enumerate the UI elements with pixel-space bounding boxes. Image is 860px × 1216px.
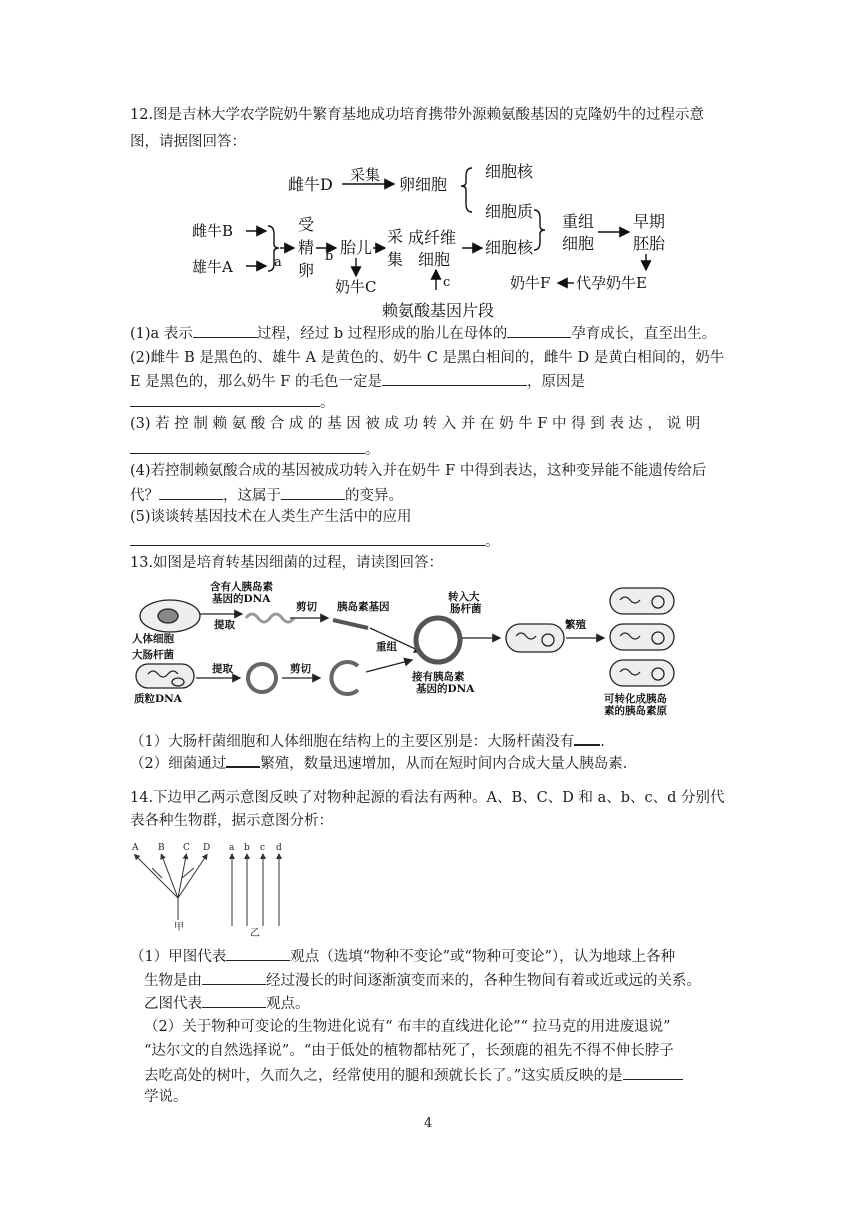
label-nucleus-2: 细胞核 <box>485 238 534 257</box>
label-insulin-gene: 胰岛素基因 <box>337 601 390 613</box>
q12-part5-line2: 。 <box>130 530 500 552</box>
label-d-small: d <box>276 843 282 853</box>
label-ecoli: 大肠杆菌 <box>132 649 174 661</box>
q12-part5-line1: (5)谈谈转基因技术在人类生产生活中的应用 <box>130 509 412 525</box>
page-number: 4 <box>424 1116 433 1131</box>
q12-stem-line1: 12.图是吉林大学农学院奶牛繁育基地成功培育携带外源赖氨酸基因的克隆奶牛的过程示意 <box>130 107 705 123</box>
q12-part4-line1: (4)若控制赖氨酸合成的基因被成功转入并在奶牛 F 中得到表达，这种变异能不能遗传给后 <box>130 463 707 479</box>
q12-part3-line2: 。 <box>130 438 380 460</box>
label-recomb-1: 重组 <box>562 212 595 231</box>
label-recomb-2: 细胞 <box>562 234 595 253</box>
label-cut-2: 剪切 <box>290 663 311 675</box>
q14-part2-line2: “达尔文的自然选择说”。“由于低处的植物都枯死了，长颈鹿的祖先不得不伸长脖子 <box>144 1043 674 1059</box>
label-c-small: c <box>260 843 266 853</box>
label-cow-c: 奶牛C <box>335 278 377 296</box>
label-cow-f: 奶牛F <box>510 274 551 292</box>
q12-blank-5[interactable] <box>130 530 485 546</box>
q13-part2: （2）细菌通过 繁殖，数量迅速增加，从而在短时间内合成大量人胰岛素. <box>130 751 627 774</box>
q13-stem: 13.如图是培育转基因细菌的过程，请读图回答： <box>130 555 444 571</box>
q14-part1-line1: （1）甲图代表 观点（选填“物种不变论”或“物种可变论”），认为地球上各种 <box>130 945 675 967</box>
label-C: C <box>183 843 190 853</box>
label-B: B <box>158 843 165 853</box>
q12-cloning-diagram <box>180 152 700 324</box>
label-fetus: 胎儿 <box>340 238 373 257</box>
label-A: A <box>132 843 139 853</box>
label-dna-1: 含有人胰岛素 <box>210 581 273 593</box>
label-human-cell: 人体细胞 <box>132 633 174 645</box>
label-jia: 甲 <box>174 922 184 933</box>
label-convert-1: 可转化成胰岛 <box>604 693 667 705</box>
q12-part2-line3: 。 <box>130 391 335 413</box>
label-D: D <box>203 843 211 853</box>
label-plasmid: 质粒DNA <box>134 693 182 705</box>
label-extract-1: 提取 <box>214 619 235 631</box>
q12-stem-line2: 图，请据图回答： <box>130 134 246 150</box>
label-b: b <box>325 249 334 264</box>
label-transfer-1: 转入大 <box>448 591 480 603</box>
label-dna-2: 基因的DNA <box>212 593 271 605</box>
q12-part2-line1: (2)雌牛 B 是黑色的、雄牛 A 是黄色的、奶牛 C 是黑白相间的，雌牛 D 是黄白相间的，奶牛 <box>130 350 725 366</box>
label-yi: 乙 <box>250 928 260 938</box>
q14-part1-line3: 乙图代表 观点。 <box>144 992 310 1014</box>
label-a-small: a <box>229 843 235 853</box>
q13-blank-1[interactable] <box>574 729 600 746</box>
label-fert-3: 卵 <box>298 261 315 280</box>
label-recomb-dna-1: 接有胰岛素 <box>412 671 465 683</box>
q13-transgenic-diagram <box>130 578 720 728</box>
q12-blank-2b[interactable] <box>130 391 320 407</box>
label-cow-d: 雌牛D <box>288 175 333 194</box>
q12-blank-4a[interactable] <box>159 484 223 500</box>
label-a: a <box>274 255 282 270</box>
q12-blank-3[interactable] <box>130 438 365 454</box>
q12-part1: (1)a 表示 过程，经过 b 过程形成的胎儿在母体的 孕育成长，直至出生。 <box>130 322 716 344</box>
q13-part1: （1）大肠杆菌细胞和人体细胞在结构上的主要区别是：大肠杆菌没有 . <box>130 729 605 752</box>
q12-part3-line1: (3) 若 控 制 赖 氨 酸 合 成 的 基 因 被 成 功 转 入 并 在 奶 牛 F 中 得 到 表 达 ， 说 明 <box>130 416 701 432</box>
label-collect-v1: 采 <box>387 227 404 246</box>
label-b-small: b <box>244 843 250 853</box>
label-surrogate-e: 代孕奶牛E <box>576 274 647 292</box>
label-fert-1: 受 <box>298 215 315 234</box>
label-collect-v2: 集 <box>387 250 404 269</box>
label-nucleus-1: 细胞核 <box>485 162 534 181</box>
q12-part4-line2: 代？ ，这属于 的变异。 <box>130 484 403 506</box>
q12-blank-2a[interactable] <box>382 370 527 386</box>
label-recomb-dna-2: 基因的DNA <box>416 683 475 695</box>
label-convert-2: 素的胰岛素原 <box>604 705 667 717</box>
label-fibroblast-1: 成纤维 <box>408 228 457 247</box>
label-lysine-gene: 赖氨酸基因片段 <box>382 301 495 320</box>
label-extract-2: 提取 <box>212 663 233 675</box>
q14-part2-line4: 学说。 <box>144 1089 188 1105</box>
label-cow-a: 雄牛A <box>192 258 233 276</box>
label-fibroblast-2: 细胞 <box>418 250 451 269</box>
label-cytoplasm: 细胞质 <box>485 202 534 221</box>
label-c: c <box>443 275 451 290</box>
q12-part2-line2: E 是黑色的，那么奶牛 F 的毛色一定是 ，原因是 <box>130 370 585 392</box>
q14-part2-line3: 去吃高处的树叶，久而久之，经常使用的腿和颈就长长了。”这实质反映的是 <box>144 1064 683 1086</box>
q14-blank-1a[interactable] <box>226 945 290 961</box>
label-egg: 卵细胞 <box>399 175 448 194</box>
q12-blank-1b[interactable] <box>507 322 571 338</box>
label-early-2: 胚胎 <box>633 234 666 253</box>
label-reproduce: 繁殖 <box>565 619 586 631</box>
label-collect: 采集 <box>350 166 381 184</box>
q14-blank-1b[interactable] <box>202 969 266 985</box>
label-recombine: 重组 <box>376 641 397 653</box>
label-cut-1: 剪切 <box>296 601 317 613</box>
q14-stem-line2: 表各种生物群，据示意图分析： <box>130 813 333 829</box>
q12-blank-4b[interactable] <box>281 484 345 500</box>
label-fert-2: 精 <box>298 238 315 257</box>
q14-part1-line2: 生物是由 经过漫长的时间逐渐演变而来的，各种生物间有着或近或远的关系。 <box>144 969 701 991</box>
q13-blank-2[interactable] <box>226 751 260 768</box>
q14-blank-1c[interactable] <box>202 992 266 1008</box>
label-early-1: 早期 <box>633 212 666 231</box>
q14-origin-diagram <box>128 838 298 938</box>
label-transfer-2: 肠杆菌 <box>450 603 482 615</box>
q12-blank-1a[interactable] <box>193 322 257 338</box>
q14-part2-line1: （2）关于物种可变论的生物进化说有“ 布丰的直线进化论”“ 拉马克的用进废退说” <box>144 1019 671 1035</box>
label-cow-b: 雌牛B <box>192 222 234 240</box>
q14-blank-2[interactable] <box>623 1064 683 1080</box>
q14-stem-line1: 14.下边甲乙两示意图反映了对物种起源的看法有两种。A、B、C、D 和 a、b、c、d 分别代 <box>130 790 725 806</box>
